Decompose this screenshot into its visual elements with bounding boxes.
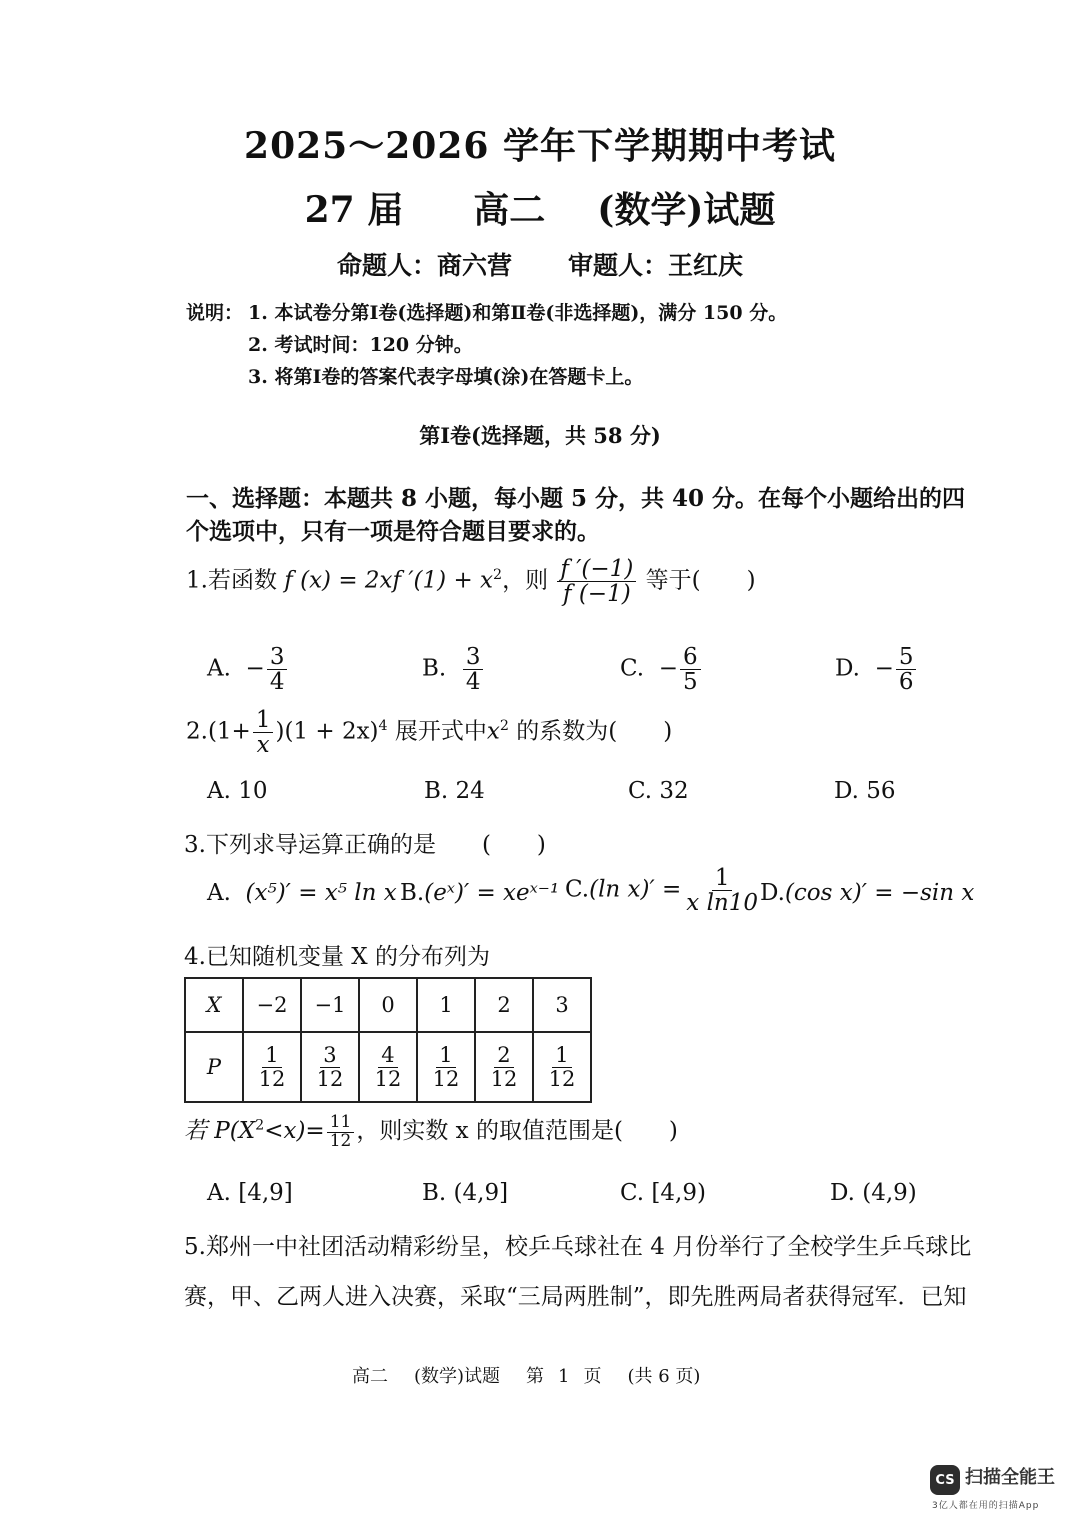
page-number: 1 xyxy=(558,1366,570,1387)
table-cell: −2 xyxy=(243,978,301,1032)
q1-option-c: C. − $\frac{6}{5}$ xyxy=(620,645,703,694)
q3-option-b: B.(eˣ)′ = xeˣ⁻¹ xyxy=(400,880,560,906)
q3-option-a: A. (x⁵)′ = x⁵ ln x xyxy=(207,880,397,906)
q3-option-d: D.(cos x)′ = −sin x xyxy=(760,880,975,906)
note-item: 1. 本试卷分第Ⅰ卷(选择题)和第Ⅱ卷(非选择题)，满分 150 分。 xyxy=(248,302,788,324)
q1-ratio: $\frac{f '(-1)}{f (-1)}$ xyxy=(557,557,636,606)
table-cell: 2 xyxy=(475,978,533,1032)
q4-condition: 若 $P(X^2<x)=$ $\frac{11}{12}$ ，则实数 x 的取值范围是( ) xyxy=(184,1111,678,1151)
table-cell: 3 xyxy=(533,978,591,1032)
q2-option-a: A. 10 xyxy=(207,778,268,804)
table-cell: $\frac{1}{12}$ xyxy=(533,1032,591,1102)
table-cell: −1 xyxy=(301,978,359,1032)
q1-option-a: A. − $\frac{3}{4}$ xyxy=(207,645,289,694)
note-item: 2. 考试时间：120 分钟。 xyxy=(248,334,473,356)
table-cell: 0 xyxy=(359,978,417,1032)
section-heading: 第Ⅰ卷(选择题，共 58 分) xyxy=(419,423,661,448)
q4-option-b: B. (4,9] xyxy=(422,1180,509,1206)
question-4: 4.已知随机变量 X 的分布列为 xyxy=(184,944,490,970)
reviewer: 审题人：王红庆 xyxy=(568,251,744,280)
part-instructions: 一、选择题：本题共 8 小题，每小题 5 分，共 40 分。在每个小题给出的四个选项中，只有一项是符合题目要求的。 xyxy=(186,485,966,545)
camscanner-logo-icon: CS xyxy=(930,1465,960,1495)
watermark-name: 扫描全能王 xyxy=(965,1467,1055,1488)
notes-label: 说明： xyxy=(186,302,244,324)
distribution-table xyxy=(184,977,592,1103)
setter: 命题人：商六营 xyxy=(336,251,512,280)
table-cell: 1 xyxy=(417,978,475,1032)
table-row xyxy=(185,1032,591,1102)
q1-function: f (x) = 2xf ′(1) + x xyxy=(284,567,493,594)
q3-option-c: C.(ln x)′ = $\frac{1}{\text{x ln10}}$ xyxy=(565,865,759,917)
q4-option-c: C. [4,9) xyxy=(620,1180,706,1206)
q2-option-c: C. 32 xyxy=(628,778,689,804)
q2-option-d: D. 56 xyxy=(834,778,896,804)
question-2: 2.(1+ $\frac{1}{x}$ )$(1 + 2x)^4$ 展开式中$x^2$ 的系数为( ) xyxy=(186,707,673,759)
grade: 高二 xyxy=(473,189,546,231)
table-cell: $\frac{3}{12}$ xyxy=(301,1032,359,1102)
table-header-p: P xyxy=(185,1032,243,1102)
watermark-tagline: 3亿人都在用的扫描App xyxy=(932,1501,1040,1511)
note-item: 3. 将第Ⅰ卷的答案代表字母填(涂)在答题卡上。 xyxy=(248,366,644,388)
question-3: 3.下列求导运算正确的是 ( ) xyxy=(184,832,546,858)
q4-option-a: A. [4,9] xyxy=(207,1180,293,1206)
authors-line xyxy=(0,246,1080,282)
question-5-line-1: 5.郑州一中社团活动精彩纷呈，校乒乓球社在 4 月份举行了全校学生乒乓球比 xyxy=(184,1234,972,1260)
question-1: 1.若函数 f (x) = 2xf $'(1) + x^2$，则 $\frac{f '(-1)}{f (-1)}$ 等于( ) xyxy=(186,556,756,608)
question-5-line-2: 赛，甲、乙两人进入决赛，采取“三局两胜制”，即先胜两局者获得冠军．已知 xyxy=(184,1284,967,1310)
q1-option-d: D. − $\frac{5}{6}$ xyxy=(835,645,918,694)
subject: (数学)试题 xyxy=(597,189,776,231)
table-cell: $\frac{4}{12}$ xyxy=(359,1032,417,1102)
page-footer: 高二 (数学)试题 第 1 页 (共 6 页) xyxy=(352,1366,701,1387)
grade-class: 27 届 xyxy=(304,189,404,231)
table-row xyxy=(185,978,591,1032)
q2-option-b: B. 24 xyxy=(424,778,485,804)
table-header-x: X xyxy=(185,978,243,1032)
table-cell: $\frac{1}{12}$ xyxy=(243,1032,301,1102)
table-cell: $\frac{1}{12}$ xyxy=(417,1032,475,1102)
exam-title: 2025～2026 学年下学期期中考试 xyxy=(244,125,836,167)
q4-option-d: D. (4,9) xyxy=(830,1180,917,1206)
q1-option-b: B. $\frac{3}{4}$ xyxy=(422,645,485,694)
exam-subtitle xyxy=(0,182,1080,233)
table-cell: $\frac{2}{12}$ xyxy=(475,1032,533,1102)
